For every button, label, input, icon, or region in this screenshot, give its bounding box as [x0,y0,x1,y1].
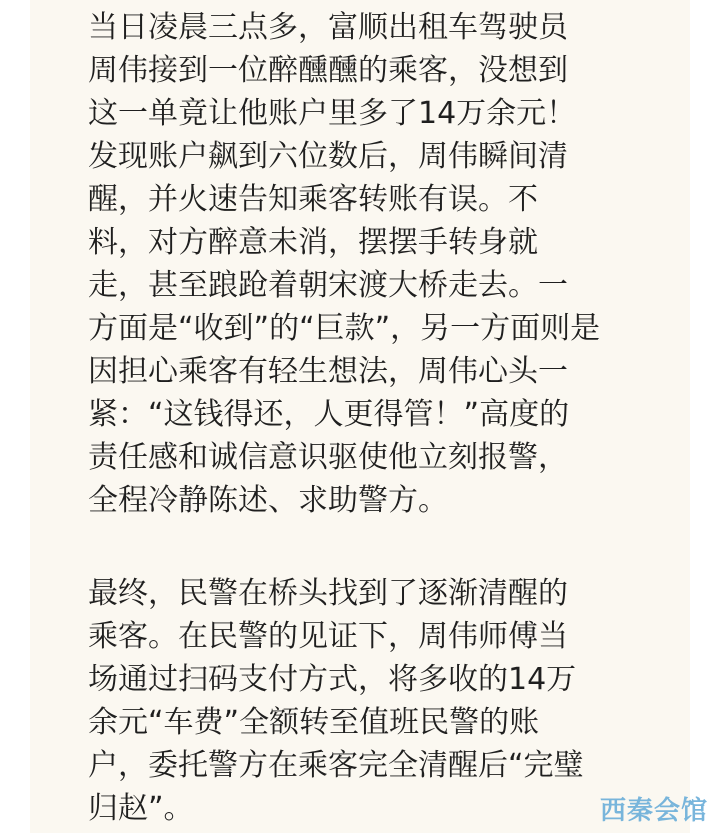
text-line: 醒，并火速告知乘客转账有误。不 [88,182,538,217]
text-line: 余元“车费”全额转至值班民警的账 [88,705,540,740]
text-line: 归赵”。 [88,791,194,826]
text-line: 周伟接到一位醉醺醺的乘客，没想到 [88,53,568,88]
text-line: 责任感和诚信意识驱使他立刻报警， [88,440,568,475]
text-line: 全程冷静陈述、求助警方。 [88,483,448,518]
text-line: 最终，民警在桥头找到了逐渐清醒的 [88,576,568,611]
text-line: 这一单竟让他账户里多了14万余元！ [88,96,577,131]
text-line: 紧：“这钱得还，人更得管！”高度的 [88,397,570,432]
text-line: 当日凌晨三点多，富顺出租车驾驶员 [88,10,568,45]
text-line: 因担心乘客有轻生想法，周伟心头一 [88,354,568,389]
text-line: 场通过扫码支付方式，将多收的14万 [88,662,577,697]
text-line: 发现账户飙到六位数后，周伟瞬间清 [88,139,568,174]
text-line: 乘客。在民警的见证下，周伟师傅当 [88,619,568,654]
text-line: 户，委托警方在乘客完全清醒后“完璧 [88,748,584,783]
text-line: 料，对方醉意未消，摆摆手转身就 [88,225,538,260]
paragraph-1 [88,6,600,522]
watermark-logo: 西秦会馆 [599,796,708,826]
paragraph-2 [88,572,584,830]
text-line: 方面是“收到”的“巨款”，另一方面则是 [88,311,601,346]
text-line: 走，甚至踉跄着朝宋渡大桥走去。一 [88,268,568,303]
